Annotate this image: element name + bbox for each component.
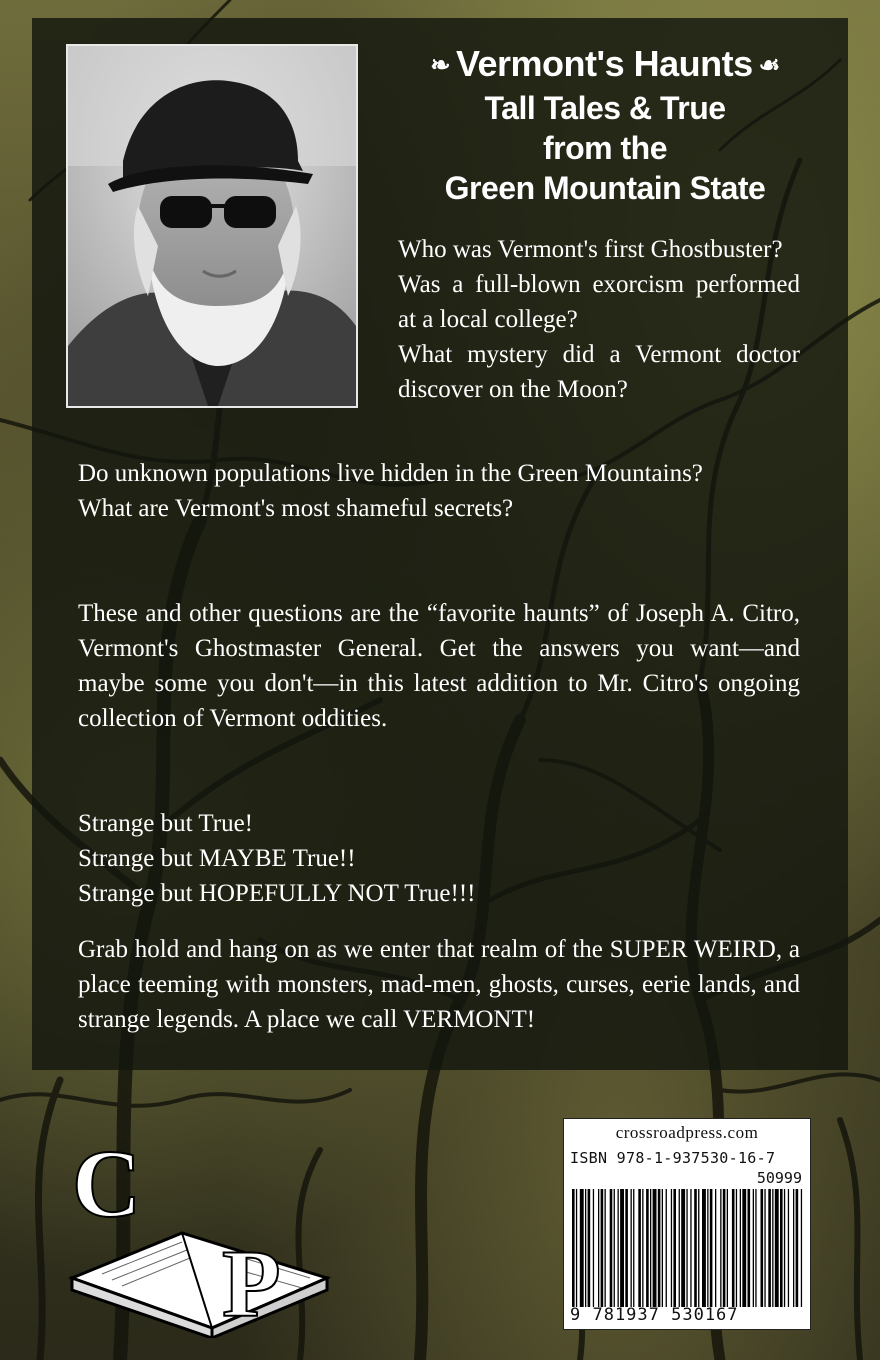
barcode-bar — [690, 1189, 691, 1307]
question-5: What are Vermont's most shameful secrets? — [78, 495, 514, 522]
barcode-bar — [671, 1189, 672, 1307]
barcode-bar — [650, 1189, 651, 1307]
barcode-bar — [679, 1189, 680, 1307]
barcode-bar — [653, 1189, 657, 1307]
barcode-bar — [633, 1189, 634, 1307]
barcode-bar — [796, 1189, 799, 1307]
barcode-bar — [698, 1189, 699, 1307]
barcode-bar — [801, 1189, 802, 1307]
tagline-3: Strange but HOPEFULLY NOT True!!! — [78, 880, 476, 907]
questions-right — [398, 232, 800, 407]
barcode-bar — [755, 1189, 756, 1307]
taglines — [78, 806, 800, 911]
book-title — [395, 42, 815, 208]
question-2: Was a full-blown exorcism performed at a local college? — [398, 271, 800, 333]
barcode-bar — [740, 1189, 741, 1307]
barcode-bar — [772, 1189, 773, 1307]
barcode-bar — [732, 1189, 735, 1307]
barcode-bar — [775, 1189, 779, 1307]
barcode-bar — [753, 1189, 754, 1307]
price-code: 50999 — [756, 1169, 802, 1187]
barcode-bar — [702, 1189, 706, 1307]
tagline-2: Strange but MAYBE True!! — [78, 845, 356, 872]
barcode-bar — [736, 1189, 737, 1307]
question-1: Who was Vermont's first Ghostbuster? — [398, 236, 783, 263]
barcode-bar — [748, 1189, 751, 1307]
barcode-bars — [570, 1189, 806, 1307]
barcode-bar — [588, 1189, 591, 1307]
description-paragraph-2: Grab hold and hang on as we enter that realm of the SUPER WEIRD, a place teeming with monsters, mad-men, ghosts, curses, eerie lands, and strange legends. A place we call VERMONT! — [78, 936, 800, 1033]
subtitle-line-3: Green Mountain State — [444, 170, 766, 207]
publisher-logo — [62, 1138, 342, 1338]
description-paragraph-1: These and other questions are the “favorite haunts” of Joseph A. Citro, Vermont's Ghostmaster General. Get the answers you want—and maybe some you don't—in this latest addition to Mr. Citro's ongoing collection of Vermont oddities. — [78, 600, 800, 732]
barcode-bar — [694, 1189, 697, 1307]
barcode-bar — [761, 1189, 764, 1307]
barcode-bar — [598, 1189, 599, 1307]
barcode-bar — [585, 1189, 586, 1307]
barcode-bar — [576, 1189, 577, 1307]
title-main-text: Vermont's Haunts — [455, 43, 753, 84]
question-3: What mystery did a Vermont doctor discover on the Moon? — [398, 341, 800, 403]
barcode-bar — [720, 1189, 721, 1307]
barcode-bar — [715, 1189, 716, 1307]
barcode-bar — [646, 1189, 649, 1307]
barcode-bar — [658, 1189, 661, 1307]
author-portrait-image — [68, 46, 356, 406]
barcode-bar — [788, 1189, 789, 1307]
barcode-bar — [793, 1189, 794, 1307]
barcode-bar — [610, 1189, 613, 1307]
barcode-bar — [764, 1189, 765, 1307]
author-photo — [66, 44, 358, 408]
tagline-1: Strange but True! — [78, 810, 253, 837]
barcode-bar — [666, 1189, 667, 1307]
flourish-left-icon: ❧ — [430, 52, 450, 80]
flourish-right-icon: ☙ — [758, 52, 780, 80]
barcode-bar — [631, 1189, 632, 1307]
barcode-bar — [625, 1189, 628, 1307]
barcode-bar — [707, 1189, 708, 1307]
barcode-bar — [681, 1189, 685, 1307]
questions-full — [78, 456, 800, 526]
subtitle-line-1: Tall Tales & True — [484, 90, 726, 127]
barcode-bar — [768, 1189, 771, 1307]
subtitle-line-2: from the — [543, 130, 667, 167]
barcode-bar — [742, 1189, 746, 1307]
barcode-bar — [618, 1189, 619, 1307]
barcode-bar — [614, 1189, 615, 1307]
barcode-bar — [673, 1189, 676, 1307]
barcode-bar — [642, 1189, 643, 1307]
isbn-label: ISBN 978-1-937530-16-7 — [570, 1149, 776, 1167]
logo-letter-c: C — [72, 1138, 142, 1237]
logo-letter-p: P — [222, 1230, 281, 1337]
barcode-bar — [710, 1189, 713, 1307]
barcode-bar — [601, 1189, 604, 1307]
barcode-bar — [780, 1189, 783, 1307]
question-4: Do unknown populations live hidden in the Green Mountains? — [78, 460, 703, 487]
barcode-bar — [638, 1189, 641, 1307]
barcode-bar — [723, 1189, 726, 1307]
barcode-bar — [580, 1189, 584, 1307]
barcode-bar — [605, 1189, 606, 1307]
barcode-bar — [593, 1189, 594, 1307]
barcode-bar — [572, 1189, 575, 1307]
barcode-bar — [784, 1189, 785, 1307]
isbn-digits: 9 781937 530167 — [570, 1305, 739, 1325]
barcode-bar — [620, 1189, 624, 1307]
publisher-url: crossroadpress.com — [615, 1123, 759, 1142]
title-main-line — [395, 42, 815, 88]
barcode-bar — [662, 1189, 663, 1307]
barcode-bar — [686, 1189, 687, 1307]
barcode-bar — [727, 1189, 728, 1307]
isbn-barcode — [563, 1118, 811, 1330]
